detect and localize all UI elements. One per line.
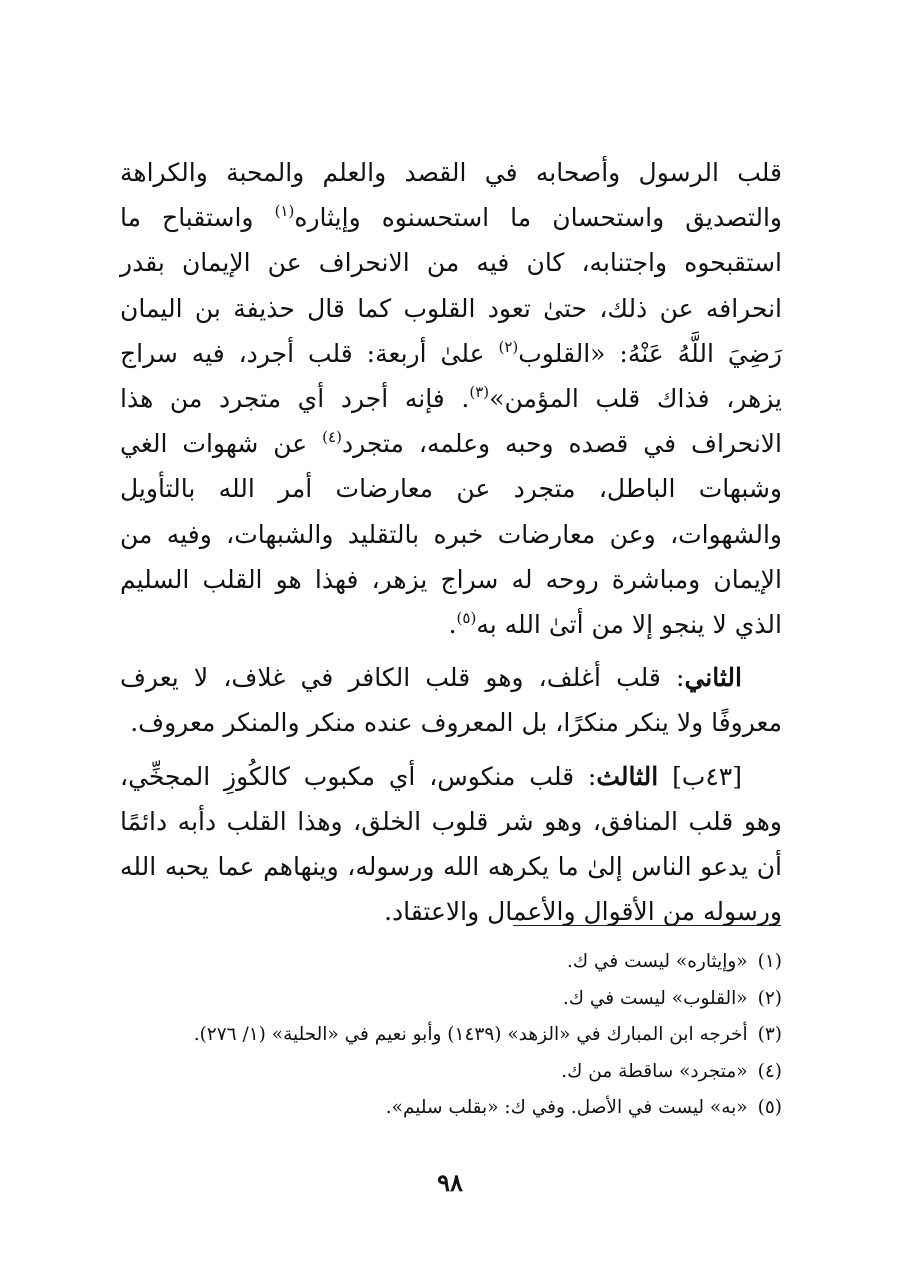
paragraph-2-text: : قلب أغلف، وهو قلب الكافر في غلاف، لا يعرف معروفًا ولا ينكر منكرًا، بل المعروف عنده منكر والمنكر معروف. bbox=[120, 663, 782, 738]
footnote-text: «متجرد» ساقطة من ك. bbox=[561, 1060, 748, 1082]
paragraph-1-text-d: . فإنه أجرد أي متجرد من هذا الانحراف في قصده وحبه وعلمه، متجرد bbox=[120, 384, 782, 459]
footnote-number: (٢) bbox=[757, 987, 782, 1009]
paragraph-3 bbox=[120, 754, 782, 935]
paragraph-2 bbox=[120, 655, 782, 745]
footnote-ref-2[interactable]: (٢) bbox=[498, 337, 519, 356]
footnote-number: (١) bbox=[757, 951, 782, 972]
page-number: ٩٨ bbox=[437, 1168, 463, 1197]
paragraph-1 bbox=[120, 150, 782, 647]
footnote-5 bbox=[120, 1090, 782, 1127]
footnotes bbox=[120, 944, 782, 1127]
folio-marker: [٤٣ب] bbox=[672, 761, 742, 791]
footnote-separator bbox=[513, 925, 781, 926]
footnote-ref-3[interactable]: (٣) bbox=[469, 383, 490, 402]
footnote-ref-5[interactable]: (٥) bbox=[456, 609, 477, 628]
footnote-text: «القلوب» ليست في ك. bbox=[562, 987, 748, 1009]
paragraph-1-text-f: . bbox=[448, 610, 457, 640]
paragraph-3-label: الثالث bbox=[596, 761, 659, 791]
footnote-4 bbox=[120, 1054, 782, 1091]
paragraph-2-label: الثاني bbox=[684, 663, 742, 693]
footnote-text: «به» ليست في الأصل. وفي ك: «بقلب سليم». bbox=[385, 1097, 748, 1118]
paragraph-1-text-e: عن شهوات الغي وشبهات الباطل، متجرد عن معارضات أمر الله بالتأويل والشهوات، وعن معارضات خبره بالتقليد والشبهات، وفيه من الإيمان ومباشرة روحه له سراج يزهر، فهذا هو القلب السليم الذي لا ينجو إلا من أتىٰ الله به bbox=[120, 429, 782, 640]
paragraph-1-text-b: واستقباح ما استقبحوه واجتنابه، كان فيه من الانحراف عن الإيمان بقدر انحرافه عن ذلك، حتىٰ تعود القلوب كما قال حذيفة بن اليمان رَضِيَ اللَّهُ عَنْهُ: «القلوب bbox=[120, 203, 782, 368]
paragraph-3-text: : قلب منكوس، أي مكبوب كالكُوزِ المجخِّي، وهو قلب المنافق، وهو شر قلوب الخلق، وهذا القلب دأبه دائمًا أن يدعو الناس إلىٰ ما يكرهه الله ورسوله، وينهاهم عما يحبه الله ورسوله من الأقوال والأعمال والاعتقاد. bbox=[120, 761, 782, 927]
footnote-3 bbox=[120, 1017, 782, 1054]
footnote-2 bbox=[120, 981, 782, 1018]
footnote-number: (٥) bbox=[757, 1097, 782, 1118]
footnote-number: (٣) bbox=[757, 1024, 782, 1045]
paragraph-1-text-a: قلب الرسول وأصحابه في القصد والعلم والمحبة والكراهة والتصديق واستحسان ما استحسنوه وإيثاره bbox=[120, 158, 782, 233]
footnote-text: «وإيثاره» ليست في ك. bbox=[566, 951, 748, 972]
footnote-ref-1[interactable]: (١) bbox=[274, 202, 295, 221]
footnote-ref-4[interactable]: (٤) bbox=[322, 428, 342, 447]
footnote-1 bbox=[120, 944, 782, 981]
footnote-number: (٤) bbox=[757, 1060, 782, 1082]
main-text bbox=[120, 150, 782, 934]
footnote-text: أخرجه ابن المبارك في «الزهد» (١٤٣٩) وأبو نعيم في «الحلية» (١/ ٢٧٦). bbox=[193, 1024, 748, 1045]
paragraph-1-text-c: علىٰ أربعة: قلب أجرد، فيه سراج يزهر، فذاك قلب المؤمن» bbox=[120, 338, 782, 414]
